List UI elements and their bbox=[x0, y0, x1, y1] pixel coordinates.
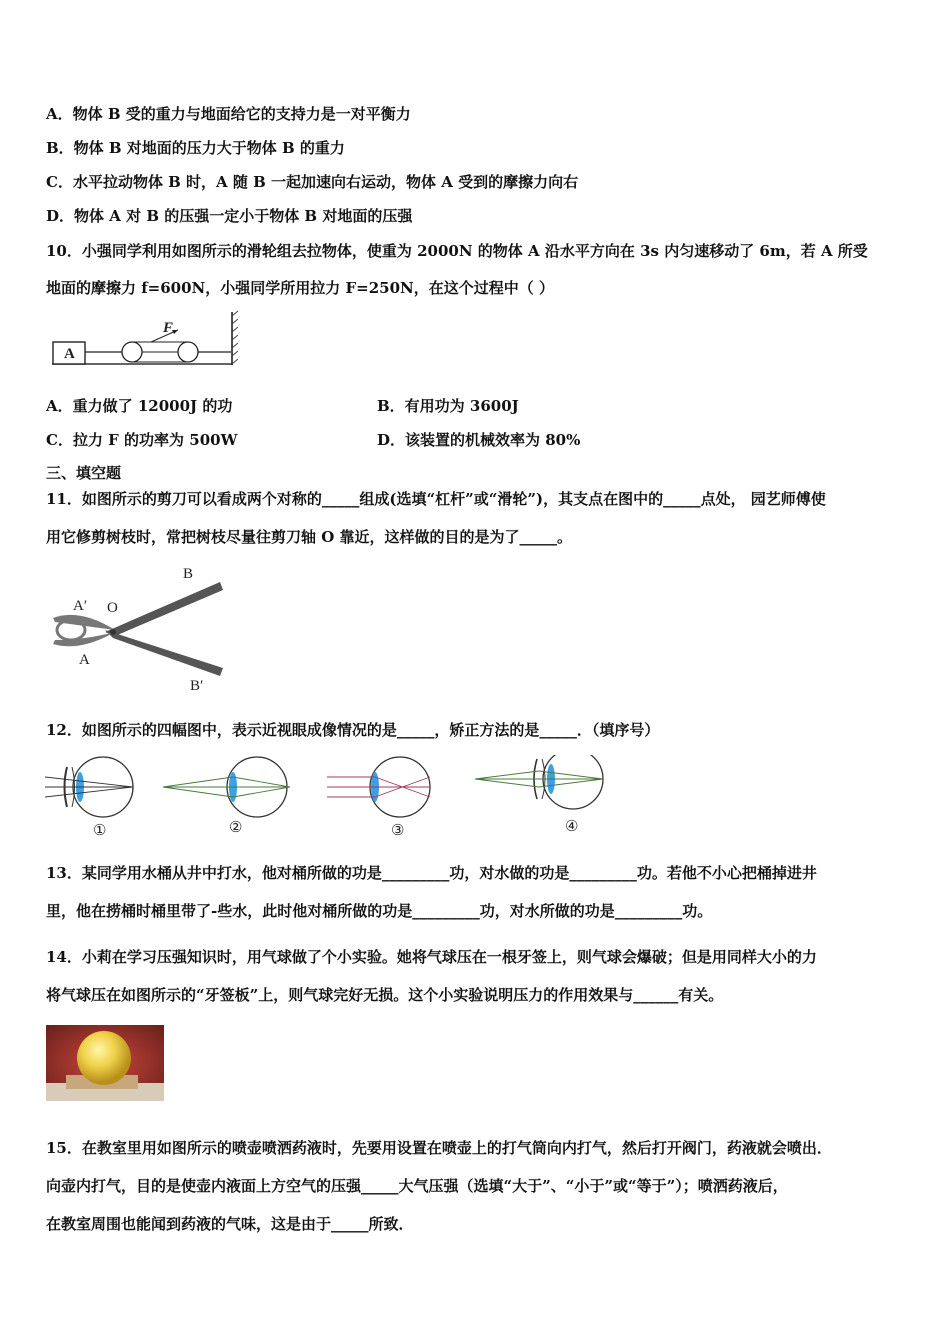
q14-stem-line2: 将气球压在如图所示的“牙签板”上，则气球完好无损。这个小实验说明压力的作用效果与______有关。 bbox=[46, 986, 724, 1004]
q13-stem-line1: 13．某同学用水桶从井中打水，他对桶所做的功是_________功，对水做的功是_________功。若他不小心把桶掉进井 bbox=[46, 864, 817, 882]
section-title: 三、填空题 bbox=[46, 464, 122, 482]
eye-diagram-1 bbox=[45, 757, 133, 817]
q10-stem-line1: 10．小强同学利用如图所示的滑轮组去拉物体，使重为 2000N 的物体 A 沿水平方向在 3s 内匀速移动了 6m，若 A 所受 bbox=[46, 242, 868, 260]
q10-option-c: C．拉力 F 的功率为 500W bbox=[46, 431, 238, 449]
q13-stem-line2: 里，他在捞桶时桶里带了-些水，此时他对桶所做的功是_________功，对水所做的功是_________功。 bbox=[46, 902, 713, 920]
pulley-left bbox=[122, 342, 142, 362]
scissors-handle-lower bbox=[105, 630, 223, 676]
q15-stem-line3: 在教室周围也能闻到药液的气味，这是由于_____所致． bbox=[46, 1215, 414, 1233]
scissors-label-a: A bbox=[79, 652, 90, 668]
scissors-label-b-prime: B′ bbox=[190, 678, 204, 694]
eye-diagram-3 bbox=[327, 757, 430, 817]
q10-option-d: D．该装置的机械效率为 80% bbox=[377, 431, 581, 449]
q9-option-c: C．水平拉动物体 B 时，A 随 B 一起加速向右运动，物体 A 受到的摩擦力向右 bbox=[46, 173, 579, 191]
pulley-diagram bbox=[48, 308, 240, 368]
pulley-right bbox=[178, 342, 198, 362]
q9-option-a: A．物体 B 受的重力与地面给它的支持力是一对平衡力 bbox=[46, 105, 411, 123]
scissors-label-b: B bbox=[183, 566, 194, 582]
q11-stem-line1: 11．如图所示的剪刀可以看成两个对称的_____组成(选填“杠杆”或“滑轮”)，其支点在图中的_____点处， 园艺师傅使 bbox=[46, 490, 826, 508]
q9-option-b: B．物体 B 对地面的压力大于物体 B 的重力 bbox=[46, 139, 345, 157]
eye-diagram-4 bbox=[475, 755, 603, 809]
q10-option-a: A．重力做了 12000J 的功 bbox=[46, 397, 233, 415]
scissors-handle-upper bbox=[105, 582, 223, 636]
force-f-label: F bbox=[163, 320, 174, 336]
q10-option-b: B．有用功为 3600J bbox=[377, 397, 519, 415]
eye-label-3: ③ bbox=[391, 823, 405, 839]
balloon-photo bbox=[46, 1025, 164, 1101]
eye-label-1: ① bbox=[93, 823, 107, 839]
eye-label-2: ② bbox=[229, 820, 243, 836]
q10-stem-line2: 地面的摩擦力 f=600N，小强同学所用拉力 F=250N，在这个过程中（ ） bbox=[46, 279, 554, 297]
q15-stem-line1: 15．在教室里用如图所示的喷壶喷洒药液时，先要用设置在喷壶上的打气筒向内打气，然后打开阀门，药液就会喷出． bbox=[46, 1139, 832, 1157]
q12-stem-line1: 12．如图所示的四幅图中，表示近视眼成像情况的是_____，矫正方法的是_____．（填序号） bbox=[46, 721, 660, 739]
q14-stem-line1: 14．小莉在学习压强知识时，用气球做了个小实验。她将气球压在一根牙签上，则气球会爆破；但是用同样大小的力 bbox=[46, 948, 817, 966]
eye-label-4: ④ bbox=[565, 819, 579, 835]
scissors-label-o: O bbox=[107, 600, 118, 616]
eye-diagram-2 bbox=[163, 757, 290, 817]
scissors-label-a-prime: A′ bbox=[73, 598, 88, 614]
eye-diagrams bbox=[45, 755, 615, 845]
q11-stem-line2: 用它修剪树枝时，常把树枝尽量往剪刀轴 O 靠近，这样做的目的是为了_____。 bbox=[46, 528, 573, 546]
scissors-figure bbox=[45, 560, 230, 695]
q15-stem-line2: 向壶内打气，目的是使壶内液面上方空气的压强_____大气压强（选填“大于”、“小于”或“等于”）；喷洒药液后， bbox=[46, 1177, 788, 1195]
balloon bbox=[77, 1031, 131, 1085]
block-a-label: A bbox=[64, 346, 75, 362]
q9-option-d: D．物体 A 对 B 的压强一定小于物体 B 对地面的压强 bbox=[46, 207, 413, 225]
